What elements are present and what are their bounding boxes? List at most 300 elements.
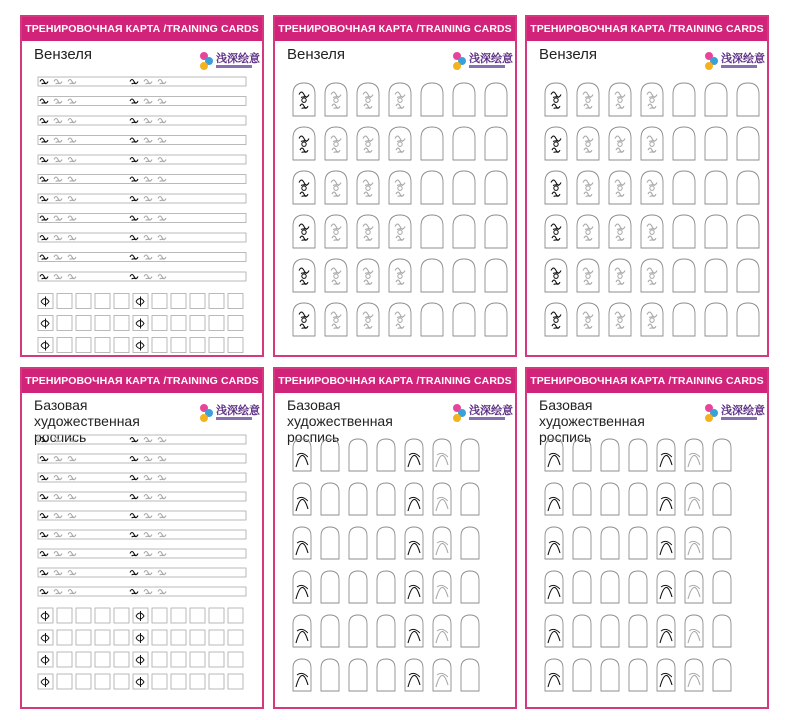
stroke-sample-icon <box>144 571 152 575</box>
ornament-motif-icon <box>647 92 657 98</box>
ornament-motif-icon <box>583 224 593 230</box>
stroke-sample-icon <box>144 80 152 84</box>
ornament-motif-icon <box>299 92 309 98</box>
stroke-sample-icon <box>130 197 138 201</box>
nail-template <box>601 615 619 647</box>
nail-template <box>421 127 443 160</box>
stroke-sample-icon <box>158 552 166 556</box>
nail-template <box>545 127 567 160</box>
nail-template <box>601 527 619 559</box>
training-card-5 <box>273 367 517 709</box>
stroke-sample-icon <box>54 552 62 556</box>
ornament-motif-icon <box>395 136 405 142</box>
stroke-sample-icon <box>68 119 76 123</box>
stroke-sample-icon <box>144 533 152 537</box>
logo-brand-text: 浅深绘意 <box>469 53 513 65</box>
ornament-dot-icon <box>302 230 306 234</box>
stroke-sample-icon <box>54 476 62 480</box>
stroke-sample-icon <box>54 197 62 201</box>
ornament-motif-icon <box>648 324 656 328</box>
stroke-sample-icon <box>130 236 138 240</box>
stroke-sample-icon <box>158 119 166 123</box>
nail-template <box>601 483 619 515</box>
stroke-sample-icon <box>144 476 152 480</box>
stroke-sample-icon <box>144 177 152 181</box>
ornament-dot-icon <box>334 98 338 102</box>
leaf-motif-icon <box>688 587 700 599</box>
practice-box <box>228 652 243 667</box>
ornament-dot-icon <box>618 142 622 146</box>
stroke-sample-icon <box>40 255 48 259</box>
nail-template <box>629 483 647 515</box>
stroke-sample-icon <box>130 99 138 103</box>
practice-box <box>152 652 167 667</box>
stroke-sample-icon <box>40 197 48 201</box>
nail-template <box>321 615 339 647</box>
nail-template <box>705 171 727 204</box>
practice-row-guide <box>38 492 246 501</box>
practice-row-guide <box>38 473 246 482</box>
practice-box <box>228 630 243 645</box>
leaf-motif-icon <box>408 675 420 687</box>
leaf-motif-icon <box>408 587 420 599</box>
stroke-sample-icon <box>130 138 138 142</box>
leaf-motif-icon <box>296 543 308 555</box>
stroke-sample-icon <box>158 590 166 594</box>
practice-box <box>114 338 129 353</box>
stroke-sample-icon <box>68 216 76 220</box>
practice-box <box>114 630 129 645</box>
card-title: Вензеля <box>34 46 93 63</box>
stroke-sample-icon <box>158 438 166 442</box>
ornament-motif-icon <box>616 192 624 196</box>
practice-box <box>190 652 205 667</box>
practice-row-guide <box>38 454 246 463</box>
practice-box <box>76 674 91 689</box>
practice-box <box>76 630 91 645</box>
practice-row-guide <box>38 549 246 558</box>
stroke-sample-icon <box>144 158 152 162</box>
nail-template <box>737 303 759 336</box>
ornament-motif-icon <box>648 192 656 196</box>
ornament-motif-icon <box>395 224 405 230</box>
ornament-dot-icon <box>334 142 338 146</box>
stroke-sample-icon <box>158 177 166 181</box>
stroke-sample-icon <box>68 476 76 480</box>
nail-template <box>629 439 647 471</box>
ornament-motif-icon <box>364 192 372 196</box>
nail-template <box>737 259 759 292</box>
ornament-motif-icon <box>616 280 624 284</box>
nail-template <box>389 83 411 116</box>
ornament-motif-icon <box>363 180 373 186</box>
ornament-motif-icon <box>364 280 372 284</box>
ornament-dot-icon <box>650 274 654 278</box>
card-header: ТРЕНИРОВОЧНАЯ КАРТА /TRAINING CARDS <box>22 369 262 393</box>
ornament-motif-icon <box>647 268 657 274</box>
stroke-sample-icon <box>130 216 138 220</box>
nail-template <box>577 259 599 292</box>
ornament-dot-icon <box>586 318 590 322</box>
ornament-dot-icon <box>366 318 370 322</box>
nail-template <box>673 83 695 116</box>
logo-brand-text: 浅深绘意 <box>721 405 765 417</box>
stroke-sample-icon <box>40 457 48 461</box>
nail-template <box>737 215 759 248</box>
nail-practice-grid <box>527 369 769 709</box>
ornament-motif-icon <box>300 192 308 196</box>
leaf-motif-icon <box>436 499 448 511</box>
stroke-sample-icon <box>158 138 166 142</box>
ornament-motif-icon <box>648 236 656 240</box>
ornament-dot-icon <box>554 230 558 234</box>
flower-motif-icon <box>41 319 49 329</box>
stroke-sample-icon <box>40 552 48 556</box>
stroke-sample-icon <box>144 99 152 103</box>
leaf-motif-icon <box>548 675 560 687</box>
nail-template <box>713 439 731 471</box>
nail-template <box>321 483 339 515</box>
stroke-sample-icon <box>158 275 166 279</box>
ornament-motif-icon <box>332 280 340 284</box>
nail-template <box>629 527 647 559</box>
stroke-sample-icon <box>40 495 48 499</box>
ornament-dot-icon <box>398 230 402 234</box>
stroke-sample-icon <box>144 457 152 461</box>
practice-box <box>209 674 224 689</box>
stroke-sample-icon <box>130 80 138 84</box>
ornament-motif-icon <box>396 280 404 284</box>
nail-template <box>453 171 475 204</box>
nail-template <box>349 571 367 603</box>
stroke-sample-icon <box>158 255 166 259</box>
leaf-motif-icon <box>688 631 700 643</box>
nail-template <box>573 615 591 647</box>
nail-template <box>577 171 599 204</box>
nail-template <box>673 303 695 336</box>
ornament-dot-icon <box>366 230 370 234</box>
leaf-motif-icon <box>548 587 560 599</box>
nail-template <box>641 259 663 292</box>
ornament-motif-icon <box>299 180 309 186</box>
card-header: ТРЕНИРОВОЧНАЯ КАРТА /TRAINING CARDS <box>275 369 515 393</box>
nail-template <box>377 659 395 691</box>
nail-template <box>485 259 507 292</box>
card-title: Вензеля <box>539 46 598 63</box>
practice-row-guide <box>38 136 246 145</box>
stroke-sample-icon <box>144 255 152 259</box>
stroke-sample-icon <box>40 590 48 594</box>
stroke-sample-icon <box>158 457 166 461</box>
ornament-motif-icon <box>363 136 373 142</box>
stroke-sample-icon <box>158 80 166 84</box>
nail-template <box>609 171 631 204</box>
practice-box <box>76 338 91 353</box>
card-title: Вензеля <box>287 46 346 63</box>
leaf-motif-icon <box>436 455 448 467</box>
stroke-sample-icon <box>158 533 166 537</box>
ornament-dot-icon <box>586 274 590 278</box>
ornament-motif-icon <box>583 312 593 318</box>
leaf-motif-icon <box>660 543 672 555</box>
ornament-motif-icon <box>396 236 404 240</box>
nail-template <box>713 483 731 515</box>
ornament-dot-icon <box>554 98 558 102</box>
stroke-sample-icon <box>40 216 48 220</box>
practice-box <box>57 316 72 331</box>
nail-template <box>349 659 367 691</box>
stroke-sample-icon <box>54 216 62 220</box>
ornament-motif-icon <box>551 92 561 98</box>
ornament-motif-icon <box>332 104 340 108</box>
practice-row-guide <box>38 253 246 262</box>
leaf-motif-icon <box>436 543 448 555</box>
stroke-sample-icon <box>54 138 62 142</box>
practice-box <box>228 608 243 623</box>
practice-box <box>57 630 72 645</box>
nail-template <box>389 303 411 336</box>
ornament-dot-icon <box>398 318 402 322</box>
nail-template <box>421 83 443 116</box>
practice-row-guide <box>38 233 246 242</box>
practice-row-guide <box>38 77 246 86</box>
leaf-motif-icon <box>548 455 560 467</box>
stroke-sample-icon <box>68 552 76 556</box>
practice-box <box>114 608 129 623</box>
stroke-sample-icon <box>68 495 76 499</box>
ornament-motif-icon <box>552 148 560 152</box>
ornament-motif-icon <box>331 180 341 186</box>
leaf-motif-icon <box>436 631 448 643</box>
flower-motif-icon <box>136 633 144 643</box>
ornament-motif-icon <box>395 268 405 274</box>
nail-template <box>293 303 315 336</box>
nail-template <box>573 439 591 471</box>
nail-template <box>737 171 759 204</box>
nail-template <box>453 83 475 116</box>
leaf-motif-icon <box>296 675 308 687</box>
stroke-sample-icon <box>130 158 138 162</box>
nail-template <box>673 215 695 248</box>
nail-template <box>325 303 347 336</box>
nail-template <box>573 659 591 691</box>
stroke-sample-icon <box>158 216 166 220</box>
practice-box <box>152 316 167 331</box>
ornament-motif-icon <box>648 280 656 284</box>
practice-box <box>209 294 224 309</box>
practice-box <box>152 294 167 309</box>
ornament-motif-icon <box>584 104 592 108</box>
practice-box <box>228 674 243 689</box>
practice-box <box>57 652 72 667</box>
flower-motif-icon <box>41 655 49 665</box>
nail-template <box>421 215 443 248</box>
nail-template <box>485 303 507 336</box>
stroke-sample-icon <box>158 495 166 499</box>
ornament-motif-icon <box>551 268 561 274</box>
ornament-dot-icon <box>586 98 590 102</box>
ornament-motif-icon <box>615 92 625 98</box>
practice-box <box>209 608 224 623</box>
leaf-motif-icon <box>436 587 448 599</box>
nail-template <box>357 303 379 336</box>
ornament-motif-icon <box>552 192 560 196</box>
stroke-sample-icon <box>144 119 152 123</box>
stroke-sample-icon <box>68 533 76 537</box>
nail-template <box>453 259 475 292</box>
practice-box <box>114 294 129 309</box>
stroke-sample-icon <box>144 590 152 594</box>
practice-box <box>152 338 167 353</box>
ornament-dot-icon <box>366 186 370 190</box>
nail-template <box>573 483 591 515</box>
nail-template <box>453 127 475 160</box>
flower-motif-icon <box>41 297 49 307</box>
practice-row-guide <box>38 530 246 539</box>
nail-template <box>641 303 663 336</box>
nail-template <box>545 171 567 204</box>
stroke-sample-icon <box>54 99 62 103</box>
stroke-sample-icon <box>130 514 138 518</box>
stroke-sample-icon <box>144 552 152 556</box>
practice-box <box>76 608 91 623</box>
ornament-motif-icon <box>299 268 309 274</box>
nail-template <box>485 215 507 248</box>
stroke-sample-icon <box>144 216 152 220</box>
ornament-dot-icon <box>366 274 370 278</box>
nail-template <box>389 171 411 204</box>
stroke-sample-icon <box>40 514 48 518</box>
practice-box <box>171 316 186 331</box>
practice-box <box>76 652 91 667</box>
card-header: ТРЕНИРОВОЧНАЯ КАРТА /TRAINING CARDS <box>22 17 262 41</box>
ornament-motif-icon <box>331 92 341 98</box>
stroke-sample-icon <box>54 571 62 575</box>
stroke-sample-icon <box>54 533 62 537</box>
stroke-sample-icon <box>40 476 48 480</box>
ornament-dot-icon <box>366 142 370 146</box>
ornament-motif-icon <box>584 236 592 240</box>
nail-template <box>325 171 347 204</box>
nail-template <box>349 439 367 471</box>
stroke-sample-icon <box>40 119 48 123</box>
nail-template <box>357 215 379 248</box>
nail-template <box>325 259 347 292</box>
stroke-sample-icon <box>40 177 48 181</box>
ornament-motif-icon <box>647 224 657 230</box>
training-card-3 <box>525 15 769 357</box>
ornament-motif-icon <box>300 280 308 284</box>
nail-template <box>293 215 315 248</box>
nail-template <box>485 171 507 204</box>
ornament-motif-icon <box>363 268 373 274</box>
ornament-dot-icon <box>334 274 338 278</box>
nail-template <box>641 83 663 116</box>
nail-template <box>705 83 727 116</box>
nail-template <box>577 303 599 336</box>
stroke-practice-rows <box>22 17 264 357</box>
stroke-sample-icon <box>54 177 62 181</box>
nail-template <box>609 215 631 248</box>
nail-template <box>609 127 631 160</box>
nail-template <box>609 259 631 292</box>
nail-template <box>461 571 479 603</box>
flower-motif-icon <box>136 655 144 665</box>
training-card-1 <box>20 15 264 357</box>
ornament-dot-icon <box>398 186 402 190</box>
stroke-sample-icon <box>54 457 62 461</box>
practice-box <box>190 674 205 689</box>
ornament-dot-icon <box>334 230 338 234</box>
nail-practice-grid <box>275 369 517 709</box>
nail-template <box>357 171 379 204</box>
ornament-motif-icon <box>395 180 405 186</box>
ornament-dot-icon <box>554 186 558 190</box>
nail-template <box>453 215 475 248</box>
practice-box <box>171 652 186 667</box>
logo-brand-text: 浅深绘意 <box>216 53 260 65</box>
nail-template <box>609 83 631 116</box>
ornament-motif-icon <box>331 224 341 230</box>
nail-template <box>325 83 347 116</box>
nail-template <box>713 659 731 691</box>
training-card-2 <box>273 15 517 357</box>
ornament-motif-icon <box>648 104 656 108</box>
training-card-6 <box>525 367 769 709</box>
nail-template <box>293 83 315 116</box>
nail-template <box>705 215 727 248</box>
flower-motif-icon <box>136 341 144 351</box>
ornament-motif-icon <box>616 324 624 328</box>
leaf-motif-icon <box>660 455 672 467</box>
practice-box <box>95 294 110 309</box>
nail-template <box>421 259 443 292</box>
nail-template <box>573 571 591 603</box>
ornament-dot-icon <box>650 186 654 190</box>
nail-template <box>601 659 619 691</box>
nail-template <box>705 259 727 292</box>
ornament-motif-icon <box>583 268 593 274</box>
practice-row-guide <box>38 116 246 125</box>
practice-box <box>95 316 110 331</box>
practice-box <box>57 674 72 689</box>
ornament-motif-icon <box>300 148 308 152</box>
nail-template <box>349 483 367 515</box>
ornament-dot-icon <box>618 98 622 102</box>
nail-template <box>293 259 315 292</box>
nail-template <box>421 171 443 204</box>
stroke-sample-icon <box>68 571 76 575</box>
stroke-practice-rows <box>22 369 264 709</box>
leaf-motif-icon <box>688 543 700 555</box>
stroke-sample-icon <box>130 552 138 556</box>
nail-template <box>705 127 727 160</box>
stroke-sample-icon <box>158 99 166 103</box>
ornament-motif-icon <box>364 324 372 328</box>
nail-template <box>485 127 507 160</box>
practice-box <box>228 338 243 353</box>
ornament-motif-icon <box>396 104 404 108</box>
leaf-motif-icon <box>548 631 560 643</box>
practice-box <box>190 630 205 645</box>
stroke-sample-icon <box>54 236 62 240</box>
practice-box <box>228 294 243 309</box>
leaf-motif-icon <box>688 675 700 687</box>
ornament-motif-icon <box>551 224 561 230</box>
ornament-motif-icon <box>584 148 592 152</box>
practice-box <box>114 674 129 689</box>
practice-row-guide <box>38 435 246 444</box>
